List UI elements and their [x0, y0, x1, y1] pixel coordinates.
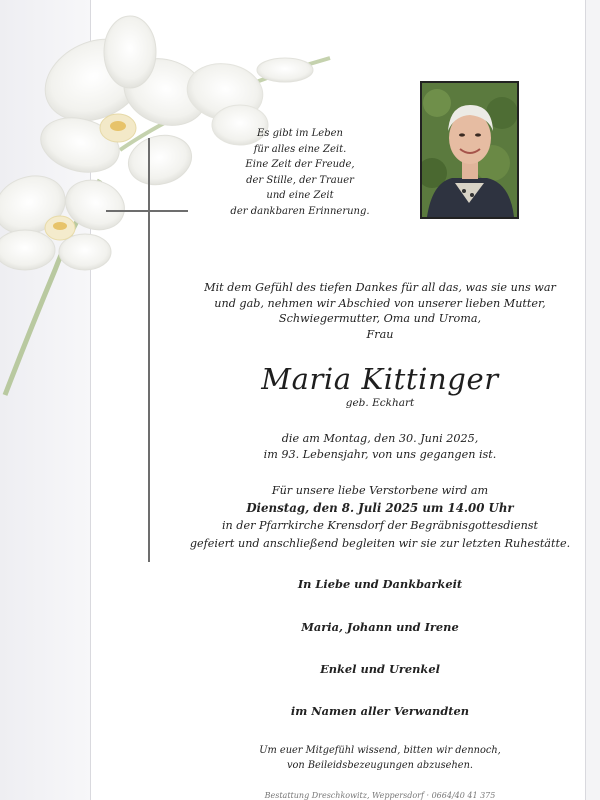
intro-line: Mit dem Gefühl des tiefen Dankes für all das, was sie uns war: [204, 281, 556, 294]
intro-text: [165, 280, 595, 342]
portrait-image: [422, 83, 517, 217]
cross-vertical-bar: [148, 138, 150, 562]
signature-love: In Liebe und Dankbarkeit: [297, 577, 463, 591]
poem-line: der Stille, der Trauer: [246, 174, 354, 186]
footer-text: Bestattung Dreschkowitz, Weppersdorf · 0664/40 41 375: [264, 791, 496, 800]
funeral-info: [165, 482, 595, 552]
poem-line: Es gibt im Leben: [257, 128, 343, 139]
poem-line: Eine Zeit der Freude,: [245, 159, 355, 170]
funeral-line: in der Pfarrkirche Krensdorf der Begräbnisgottesdienst: [221, 519, 539, 532]
death-info: [165, 431, 595, 463]
closing-text: [165, 744, 595, 773]
cross-horizontal-bar: [106, 210, 188, 212]
signature-children: Maria, Johann und Irene: [301, 620, 459, 634]
intro-line: und gab, nehmen wir Abschied von unserer lieben Mutter,: [214, 296, 546, 310]
funeral-line: Für unsere liebe Verstorbene wird am: [271, 484, 489, 497]
poem-line: und eine Zeit: [266, 190, 334, 201]
intro-line: Schwiegermutter, Oma und Uroma,: [278, 312, 482, 325]
intro-line: Frau: [366, 327, 394, 341]
poem: [210, 126, 390, 219]
death-line: im 93. Lebensjahr, von uns gegangen ist.: [263, 448, 497, 461]
portrait-photo: [420, 81, 519, 219]
closing-line: von Beileidsbezeugungen abzusehen.: [286, 759, 473, 771]
signature-relatives: im Namen aller Verwandten: [290, 704, 470, 718]
closing-line: Um euer Mitgefühl wissend, bitten wir dennoch,: [259, 745, 501, 756]
death-line: die am Montag, den 30. Juni 2025,: [281, 432, 479, 445]
deceased-name: Maria Kittinger: [261, 362, 499, 396]
funeral-line: gefeiert und anschließend begleiten wir sie zur letzten Ruhestätte.: [189, 536, 571, 550]
maiden-name: geb. Eckhart: [345, 397, 415, 409]
funeral-date: Dienstag, den 8. Juli 2025 um 14.00 Uhr: [246, 500, 514, 515]
signature-grandchildren: Enkel und Urenkel: [320, 662, 440, 676]
poem-line: für alles eine Zeit.: [253, 143, 347, 155]
poem-line: der dankbaren Erinnerung.: [230, 205, 370, 217]
